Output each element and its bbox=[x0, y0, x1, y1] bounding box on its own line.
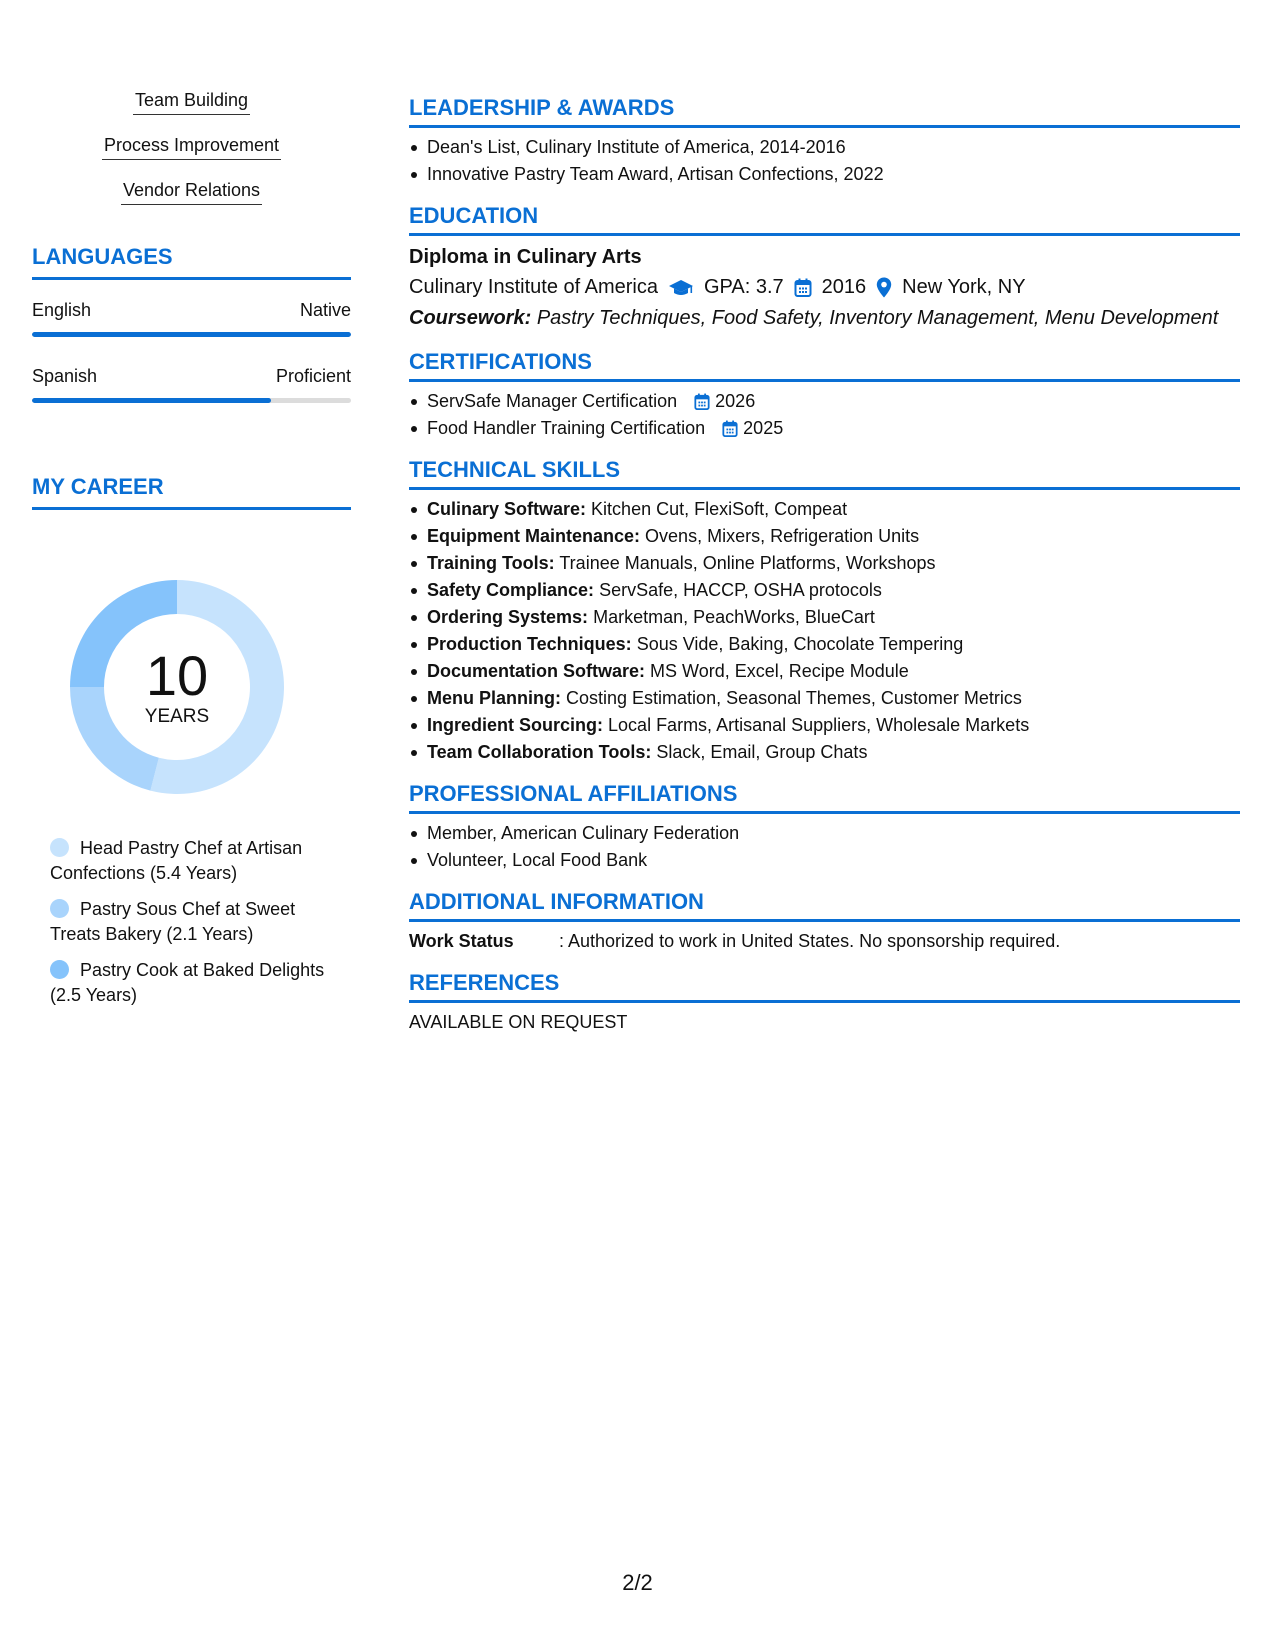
section-heading: LEADERSHIP & AWARDS bbox=[409, 94, 1240, 128]
language-bar bbox=[32, 332, 351, 337]
graduation-year: 2016 bbox=[821, 276, 867, 298]
coursework-list: Pastry Techniques, Food Safety, Inventory Management, Menu Development bbox=[536, 307, 1219, 329]
skill-value: Costing Estimation, Seasonal Themes, Customer Metrics bbox=[566, 688, 1022, 708]
skill-value: Trainee Manuals, Online Platforms, Workshops bbox=[559, 553, 936, 573]
legend-dot bbox=[50, 960, 69, 979]
career-legend-item: Pastry Sous Chef at Sweet Treats Bakery (2.1 Years) bbox=[50, 899, 296, 944]
work-status-value: : Authorized to work in United States. No sponsorship required. bbox=[559, 931, 1061, 951]
education-section bbox=[409, 202, 1240, 334]
references-text: AVAILABLE ON REQUEST bbox=[409, 1012, 628, 1032]
section-heading: ADDITIONAL INFORMATION bbox=[409, 888, 1240, 922]
section-heading: PROFESSIONAL AFFILIATIONS bbox=[409, 780, 1240, 814]
legend-dot bbox=[50, 899, 69, 918]
right-column bbox=[409, 94, 1240, 1050]
section-heading: REFERENCES bbox=[409, 969, 1240, 1003]
calendar-icon bbox=[694, 393, 710, 411]
calendar-icon bbox=[794, 278, 812, 298]
section-heading: TECHNICAL SKILLS bbox=[409, 456, 1240, 490]
skill-key: Documentation Software: bbox=[427, 661, 646, 681]
technical-skill-item bbox=[409, 658, 1240, 685]
language-bar-fill bbox=[32, 398, 271, 403]
list-item: Member, American Culinary Federation bbox=[409, 820, 1240, 847]
technical-skill-item bbox=[409, 712, 1240, 739]
legend-dot bbox=[50, 838, 69, 857]
skill-key: Menu Planning: bbox=[427, 688, 561, 708]
language-name: English bbox=[32, 300, 92, 320]
skill-key: Safety Compliance: bbox=[427, 580, 595, 600]
skill-value: Sous Vide, Baking, Chocolate Tempering bbox=[636, 634, 964, 654]
language-level: Native bbox=[299, 300, 351, 320]
coursework-label: Coursework: bbox=[409, 307, 532, 329]
certifications-section bbox=[409, 348, 1240, 442]
language-item bbox=[32, 364, 351, 403]
section-heading: EDUCATION bbox=[409, 202, 1240, 236]
certification-year: 2026 bbox=[715, 391, 756, 411]
technical-skills-section bbox=[409, 456, 1240, 766]
degree-title: Diploma in Culinary Arts bbox=[409, 246, 642, 268]
certification-name: Food Handler Training Certification bbox=[427, 418, 706, 438]
affiliations-section bbox=[409, 780, 1240, 874]
certification-name: ServSafe Manager Certification bbox=[427, 391, 678, 411]
school-name: Culinary Institute of America bbox=[409, 276, 658, 298]
languages-heading: LANGUAGES bbox=[32, 243, 351, 280]
coursework bbox=[409, 303, 1240, 334]
technical-skill-item bbox=[409, 604, 1240, 631]
skill-key: Team Collaboration Tools: bbox=[427, 742, 652, 762]
language-bar-fill bbox=[32, 332, 351, 337]
skill-item: Vendor Relations bbox=[32, 178, 351, 223]
skill-key: Production Techniques: bbox=[427, 634, 632, 654]
location-pin-icon bbox=[876, 277, 892, 298]
section-heading: CERTIFICATIONS bbox=[409, 348, 1240, 382]
career-legend-item: Head Pastry Chef at Artisan Confections (5.4 Years) bbox=[50, 838, 303, 883]
career-total-number: 10 bbox=[145, 644, 209, 707]
skill-key: Training Tools: bbox=[427, 553, 555, 573]
school-location: New York, NY bbox=[902, 276, 1026, 298]
career-total-label: YEARS bbox=[144, 706, 210, 727]
references-section bbox=[409, 969, 1240, 1036]
language-bar bbox=[32, 398, 351, 403]
work-status-row bbox=[409, 928, 1240, 955]
list-item: Dean's List, Culinary Institute of America, 2014-2016 bbox=[409, 134, 1240, 161]
skill-value: Kitchen Cut, FlexiSoft, Compeat bbox=[591, 499, 848, 519]
list-item: Volunteer, Local Food Bank bbox=[409, 847, 1240, 874]
skill-value: MS Word, Excel, Recipe Module bbox=[650, 661, 909, 681]
additional-info-section bbox=[409, 888, 1240, 955]
language-level: Proficient bbox=[275, 366, 351, 386]
skill-key: Culinary Software: bbox=[427, 499, 587, 519]
page-number: 2/2 bbox=[622, 1570, 653, 1595]
skills-list bbox=[32, 88, 351, 223]
certification-year: 2025 bbox=[743, 418, 784, 438]
career-legend-item: Pastry Cook at Baked Delights (2.5 Years) bbox=[50, 960, 325, 1005]
education-details bbox=[409, 272, 1240, 303]
skill-item: Process Improvement bbox=[32, 133, 351, 178]
career-total bbox=[66, 576, 288, 798]
skill-key: Ingredient Sourcing: bbox=[427, 715, 604, 735]
skill-value: ServSafe, HACCP, OSHA protocols bbox=[599, 580, 882, 600]
career-legend bbox=[50, 836, 350, 1019]
graduation-cap-icon bbox=[668, 278, 694, 298]
career-heading: MY CAREER bbox=[32, 473, 351, 510]
technical-skill-item bbox=[409, 631, 1240, 658]
skill-key: Equipment Maintenance: bbox=[427, 526, 641, 546]
list-item: Innovative Pastry Team Award, Artisan Confections, 2022 bbox=[409, 161, 1240, 188]
technical-skill-item bbox=[409, 685, 1240, 712]
technical-skill-item bbox=[409, 739, 1240, 766]
technical-skill-item bbox=[409, 523, 1240, 550]
skill-value: Marketman, PeachWorks, BlueCart bbox=[593, 607, 875, 627]
work-status-label: Work Status bbox=[409, 931, 514, 951]
leadership-section bbox=[409, 94, 1240, 188]
language-item bbox=[32, 298, 351, 337]
certification-item bbox=[409, 388, 1240, 415]
language-name: Spanish bbox=[32, 366, 98, 386]
certification-item bbox=[409, 415, 1240, 442]
skill-value: Slack, Email, Group Chats bbox=[656, 742, 868, 762]
gpa: GPA: 3.7 bbox=[704, 276, 784, 298]
calendar-icon bbox=[722, 420, 738, 438]
technical-skill-item bbox=[409, 550, 1240, 577]
skill-value: Local Farms, Artisanal Suppliers, Wholesale Markets bbox=[608, 715, 1030, 735]
technical-skill-item bbox=[409, 496, 1240, 523]
skill-item: Team Building bbox=[32, 88, 351, 133]
skill-key: Ordering Systems: bbox=[427, 607, 589, 627]
skill-value: Ovens, Mixers, Refrigeration Units bbox=[645, 526, 920, 546]
technical-skill-item bbox=[409, 577, 1240, 604]
